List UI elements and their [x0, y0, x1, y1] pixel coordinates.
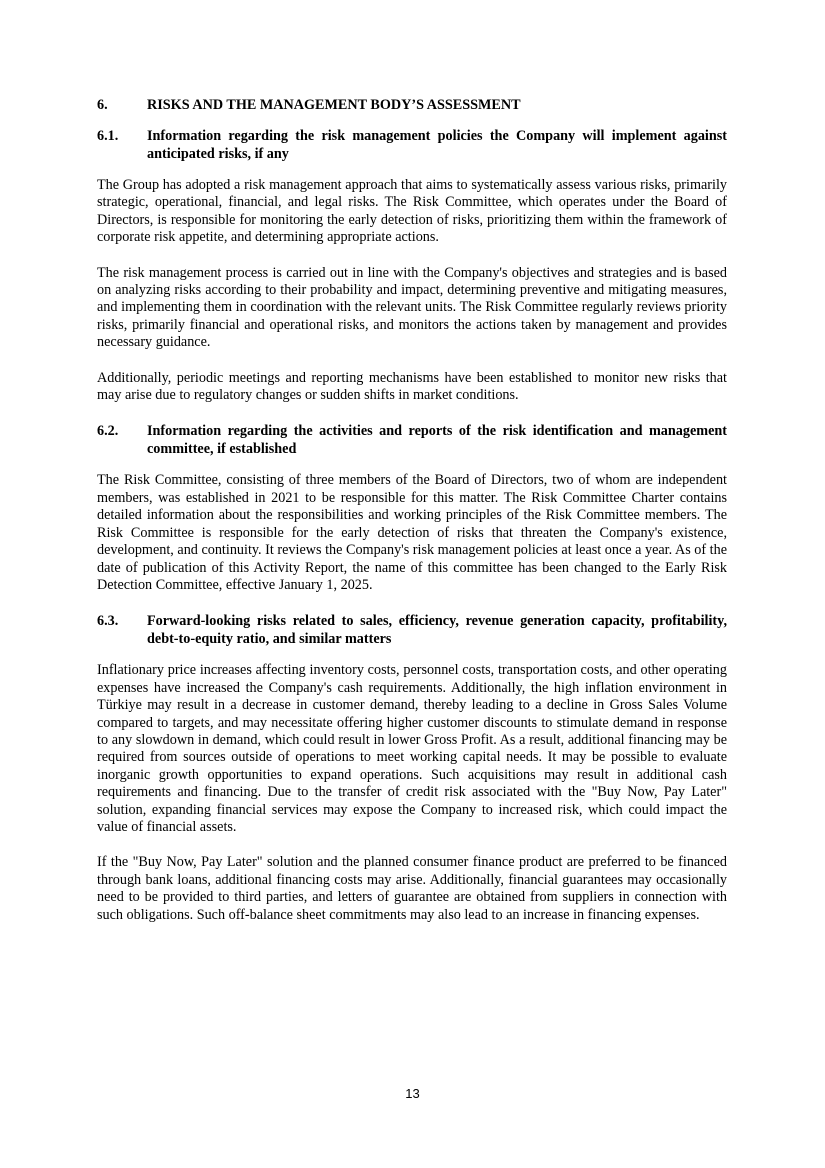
paragraph: The risk management process is carried out in line with the Company's objectives and strategies and is based on analyzing risks according to their probability and impact, determining preventive and mitigating measures, and implementing them in coordination with the relevant units. The Risk Committee regularly reviews priority risks, primarily financial and operational risks, and monitors the actions taken by management and provides necessary guidance. — [97, 264, 727, 351]
subsection-number: 6.2. — [97, 423, 119, 440]
subsection-heading-6-2 — [97, 422, 727, 458]
subsection-title: Information regarding the risk management policies the Company will implement against anticipated risks, if any — [147, 128, 727, 162]
subsection-heading-6-3 — [97, 612, 727, 648]
section-title: RISKS AND THE MANAGEMENT BODY’S ASSESSMENT — [147, 97, 521, 113]
paragraph: Additionally, periodic meetings and reporting mechanisms have been established to monitor new risks that may arise due to regulatory changes or sudden shifts in market conditions. — [97, 369, 727, 404]
page-number: 13 — [405, 1086, 420, 1101]
paragraph: If the "Buy Now, Pay Later" solution and the planned consumer finance product are preferred to be financed through bank loans, additional financing costs may arise. Additionally, financial guarantees may occasionally need to be provided to third parties, and letters of guarantee are obtained from suppliers in connection with such obligations. Such off-balance sheet commitments may also lead to an increase in financing expenses. — [97, 854, 727, 923]
section-number: 6. — [97, 97, 108, 113]
subsection-number: 6.3. — [97, 613, 119, 630]
section-heading — [97, 96, 727, 114]
paragraph: The Group has adopted a risk management approach that aims to systematically assess various risks, primarily strategic, operational, financial, and legal risks. The Risk Committee, which operates under the Board of Directors, is responsible for monitoring the early detection of risks, prioritizing them within the framework of corporate risk appetite, and determining appropriate actions. — [97, 177, 727, 246]
subsection-heading-6-1 — [97, 127, 727, 163]
paragraph: Inflationary price increases affecting inventory costs, personnel costs, transportation costs, and other operating expenses have increased the Company's cash requirements. Additionally, the high inflation environment in Türkiye may result in a decrease in customer demand, thereby leading to a decline in Gross Sales Volume compared to targets, and may necessitate offering higher customer discounts to stimulate demand in response to any slowdown in demand, which could result in lower Gross Profit. As a result, additional financing may be required from sources outside of operations to meet working capital needs. It may be possible to evaluate inorganic growth opportunities to expand operations. Such acquisitions may result in additional cash requirements and financing. Due to the transfer of credit risk associated with the "Buy Now, Pay Later" solution, expanding financial services may expose the Company to increased risk, which could impact the value of financial assets. — [97, 662, 727, 835]
subsection-title: Forward-looking risks related to sales, efficiency, revenue generation capacity, profitability, debt-to-equity ratio, and similar matters — [147, 613, 727, 648]
subsection-title: Information regarding the activities and reports of the risk identification and management committee, if established — [147, 423, 727, 458]
subsection-number: 6.1. — [97, 128, 119, 144]
paragraph: The Risk Committee, consisting of three members of the Board of Directors, two of whom are independent members, was established in 2021 to be responsible for this matter. The Risk Committee Charter contains detailed information about the responsibilities and working principles of the Risk Committee members. The Risk Committee is responsible for the early detection of risks that threaten the Company's existence, development, and continuity. It reviews the Company's risk management policies at least once a year. As of the date of publication of this Activity Report, the name of this committee has been changed to the Early Risk Detection Committee, effective January 1, 2025. — [97, 472, 727, 593]
page-content — [97, 96, 727, 942]
